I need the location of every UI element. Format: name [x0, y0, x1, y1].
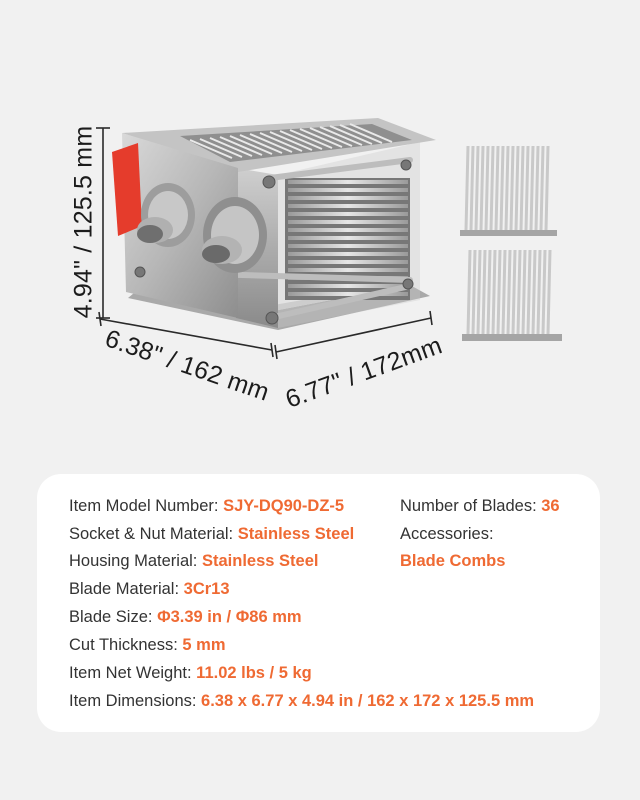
spec-cut-thickness-value: 5 mm [182, 636, 226, 654]
spec-blade-material [69, 580, 230, 599]
blade-comb-top [460, 146, 557, 236]
spec-item-dimensions-label: Item Dimensions: [69, 692, 202, 710]
spec-blades-label: Number of Blades: [400, 497, 542, 515]
spec-blade-material-value: 3Cr13 [183, 580, 230, 598]
spec-model-value: SJY-DQ90-DZ-5 [223, 497, 345, 515]
spec-card [37, 474, 600, 732]
spec-accessories-label: Accessories: [400, 525, 494, 543]
spec-blades-value: 36 [541, 497, 560, 515]
spec-blade-size [69, 608, 302, 627]
spec-socket-label: Socket & Nut Material: [69, 525, 238, 543]
spec-housing-value: Stainless Steel [201, 552, 319, 570]
spec-cut-thickness-label: Cut Thickness: [69, 636, 183, 654]
spec-item-dimensions [69, 692, 534, 711]
spec-accessories-value: Blade Combs [400, 552, 506, 570]
blade-combs [460, 146, 562, 341]
spec-net-weight-label: Item Net Weight: [69, 664, 197, 682]
spec-cut-thickness [69, 636, 226, 655]
spec-socket [69, 525, 354, 544]
spec-blade-size-label: Blade Size: [69, 608, 158, 626]
spec-accessories [400, 525, 494, 544]
height-dimension: 4.94" / 125.5 mm [69, 125, 98, 319]
depth-dimension: 6.77" / 172mm [281, 331, 446, 414]
spec-blade-size-value: Φ3.39 in / Φ86 mm [157, 608, 302, 626]
blade-comb-bottom [462, 250, 562, 341]
spec-accessories-row [400, 552, 505, 571]
slicer-body [112, 118, 436, 330]
spec-model [69, 497, 344, 516]
spec-housing-label: Housing Material: [69, 552, 202, 570]
width-dimension: 6.38" / 162 mm [101, 324, 273, 407]
spec-housing [69, 552, 318, 571]
spec-model-label: Item Model Number: [69, 497, 224, 515]
spec-blade-material-label: Blade Material: [69, 580, 184, 598]
spec-blades [400, 497, 560, 516]
spec-net-weight [69, 664, 312, 683]
spec-net-weight-value: 11.02 lbs / 5 kg [196, 664, 312, 682]
spec-socket-value: Stainless Steel [237, 525, 355, 543]
spec-item-dimensions-value: 6.38 x 6.77 x 4.94 in / 162 x 172 x 125.5 mm [201, 692, 535, 710]
